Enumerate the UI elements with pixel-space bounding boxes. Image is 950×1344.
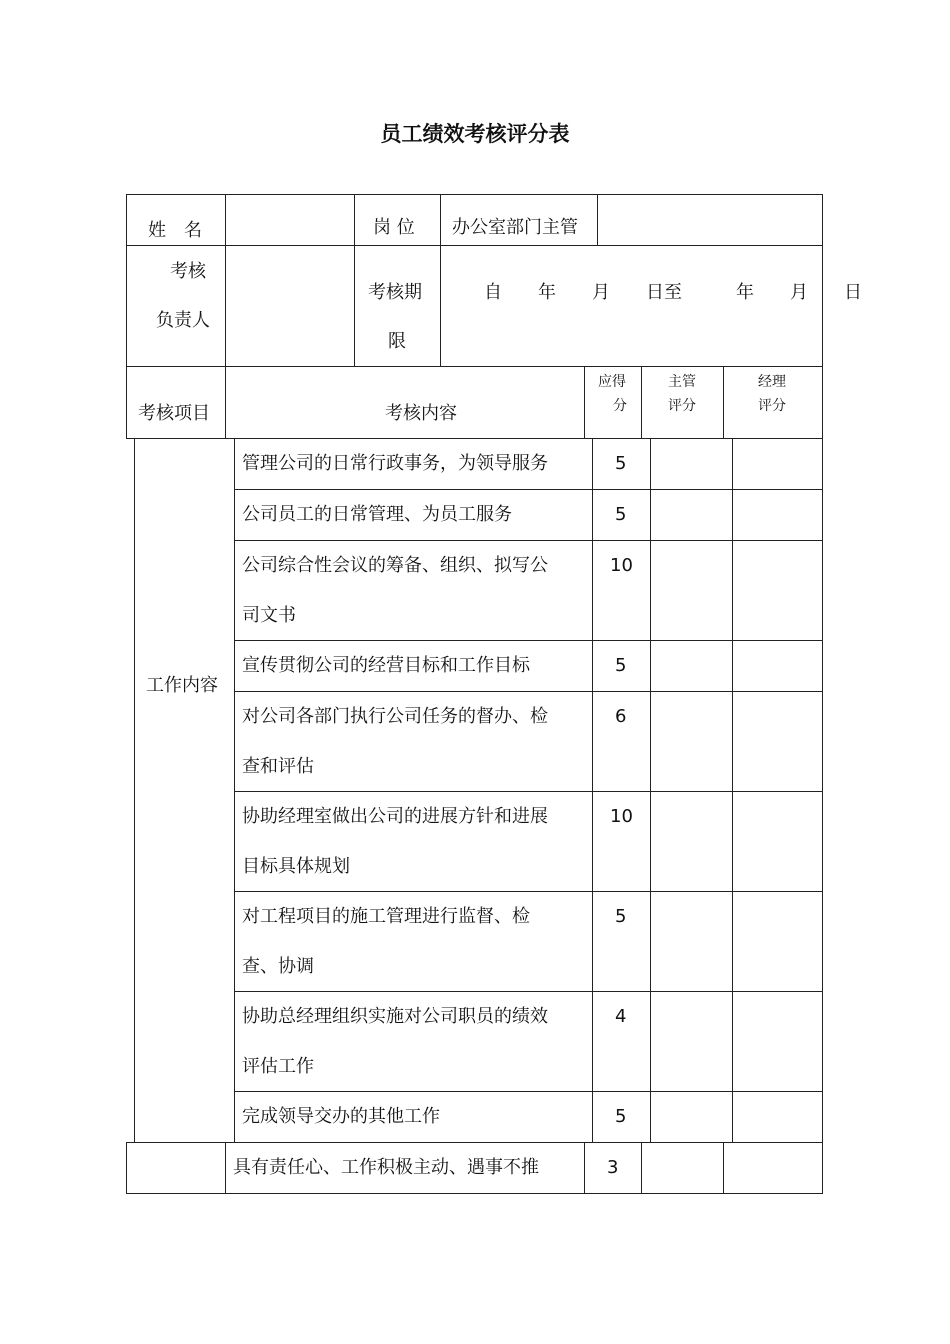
row-content-line1: 具有责任心、工作积极主动、遇事不推 bbox=[233, 1157, 539, 1178]
position-value: 办公室部门主管 bbox=[452, 217, 578, 238]
row-content-line1: 协助经理室做出公司的进展方针和进展 bbox=[242, 806, 548, 827]
supervisor-cell[interactable] bbox=[650, 640, 733, 692]
manager-cell[interactable] bbox=[732, 1091, 823, 1143]
cell-blank bbox=[597, 194, 823, 246]
row-score: 10 bbox=[610, 806, 633, 827]
row-score: 5 bbox=[615, 906, 627, 927]
section-label: 工作内容 bbox=[146, 675, 218, 696]
header-content-label: 考核内容 bbox=[385, 403, 457, 424]
row-content-line1: 完成领导交办的其他工作 bbox=[242, 1106, 440, 1127]
header-manager-label-1: 经理 bbox=[758, 374, 786, 390]
header-score-label-2: 分 bbox=[613, 398, 627, 414]
manager-cell[interactable] bbox=[732, 438, 823, 490]
row-score: 10 bbox=[610, 555, 633, 576]
row-score: 5 bbox=[615, 655, 627, 676]
cell-reviewer-value[interactable] bbox=[225, 245, 355, 367]
name-label: 姓 名 bbox=[148, 220, 202, 241]
position-label: 岗 位 bbox=[373, 217, 415, 238]
manager-cell[interactable] bbox=[732, 640, 823, 692]
cell-period-value[interactable] bbox=[440, 245, 823, 367]
header-supervisor-label-1: 主管 bbox=[668, 374, 696, 390]
period-label-2: 限 bbox=[388, 331, 406, 352]
row-score: 6 bbox=[615, 706, 627, 727]
row-score: 5 bbox=[615, 504, 627, 525]
supervisor-cell[interactable] bbox=[650, 891, 733, 992]
row-content-line1: 对工程项目的施工管理进行监督、检 bbox=[242, 906, 530, 927]
manager-cell[interactable] bbox=[723, 1142, 823, 1194]
row-content-line1: 管理公司的日常行政事务，为领导服务 bbox=[242, 453, 548, 474]
manager-cell[interactable] bbox=[732, 791, 823, 892]
period-label-1: 考核期 bbox=[368, 282, 422, 303]
row-content-line1: 宣传贯彻公司的经营目标和工作目标 bbox=[242, 655, 530, 676]
supervisor-cell[interactable] bbox=[650, 1091, 733, 1143]
section-cell bbox=[134, 438, 235, 1143]
row-content-line2: 司文书 bbox=[242, 605, 296, 626]
period-value: 自 年 月 日至 年 月 日 bbox=[484, 282, 862, 303]
row-content-line1: 协助总经理组织实施对公司职员的绩效 bbox=[242, 1006, 548, 1027]
cell-name-value[interactable] bbox=[225, 194, 355, 246]
manager-cell[interactable] bbox=[732, 540, 823, 641]
row-score: 5 bbox=[615, 1106, 627, 1127]
header-item-label: 考核项目 bbox=[138, 403, 210, 424]
row-content-line2: 目标具体规划 bbox=[242, 856, 350, 877]
supervisor-cell[interactable] bbox=[650, 691, 733, 792]
header-manager-label-2: 评分 bbox=[758, 398, 786, 414]
manager-cell[interactable] bbox=[732, 691, 823, 792]
header-supervisor-label-2: 评分 bbox=[668, 398, 696, 414]
header-score-label-1: 应得 bbox=[598, 374, 626, 390]
row-content-line2: 评估工作 bbox=[242, 1056, 314, 1077]
manager-cell[interactable] bbox=[732, 991, 823, 1092]
row-content-line2: 查、协调 bbox=[242, 956, 314, 977]
supervisor-cell[interactable] bbox=[650, 438, 733, 490]
supervisor-cell[interactable] bbox=[650, 791, 733, 892]
row-score: 4 bbox=[615, 1006, 627, 1027]
supervisor-cell[interactable] bbox=[650, 540, 733, 641]
reviewer-label-1: 考核 bbox=[170, 261, 206, 282]
row-score: 3 bbox=[607, 1157, 619, 1178]
row-content-line1: 公司员工的日常管理、为员工服务 bbox=[242, 504, 512, 525]
row-score: 5 bbox=[615, 453, 627, 474]
reviewer-label-2: 负责人 bbox=[156, 310, 210, 331]
manager-cell[interactable] bbox=[732, 489, 823, 541]
item-cell bbox=[126, 1142, 226, 1194]
manager-cell[interactable] bbox=[732, 891, 823, 992]
supervisor-cell[interactable] bbox=[650, 489, 733, 541]
supervisor-cell[interactable] bbox=[641, 1142, 724, 1194]
supervisor-cell[interactable] bbox=[650, 991, 733, 1092]
row-content-line1: 对公司各部门执行公司任务的督办、检 bbox=[242, 706, 548, 727]
row-content-line1: 公司综合性会议的筹备、组织、拟写公 bbox=[242, 555, 548, 576]
page-title: 员工绩效考核评分表 bbox=[380, 122, 570, 146]
row-content-line2: 查和评估 bbox=[242, 756, 314, 777]
